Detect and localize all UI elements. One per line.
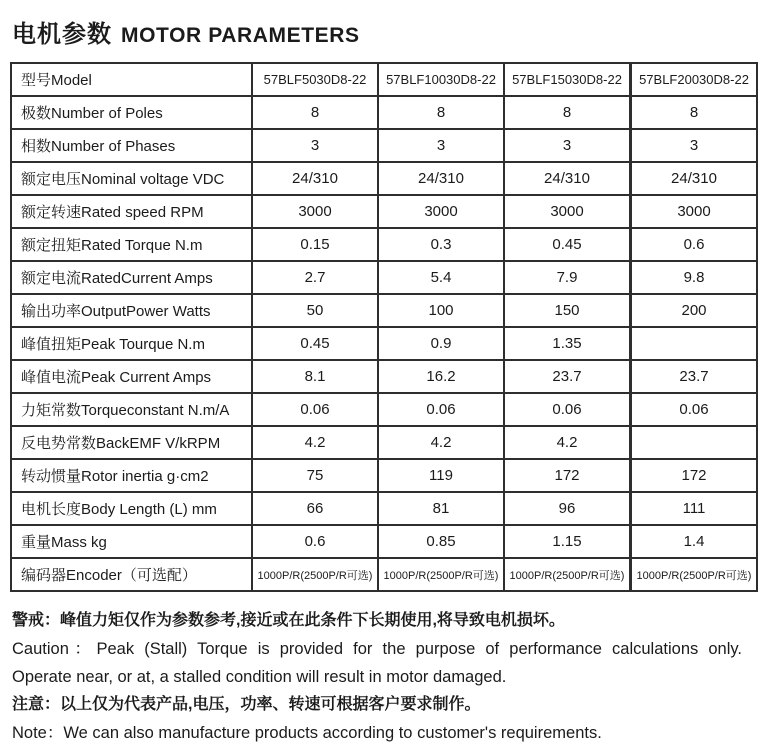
cell-value: 7.9	[504, 261, 631, 294]
row-label: 电机长度Body Length (L) mm	[11, 492, 252, 525]
row-label: 相数Number of Phases	[11, 129, 252, 162]
notes-section	[12, 607, 742, 747]
row-label: 额定扭矩Rated Torque N.m	[11, 228, 252, 261]
cell-value: 4.2	[252, 426, 378, 459]
cell-value: 57BLF10030D8-22	[378, 63, 504, 96]
cell-value: 200	[631, 294, 758, 327]
cell-value: 3000	[631, 195, 758, 228]
motor-parameters-table	[10, 62, 758, 592]
cell-value: 23.7	[504, 360, 631, 393]
cell-value	[631, 426, 758, 459]
cell-value: 5.4	[378, 261, 504, 294]
table-row	[11, 63, 757, 96]
row-label: 输出功率OutputPower Watts	[11, 294, 252, 327]
cell-value: 24/310	[378, 162, 504, 195]
table-row	[11, 228, 757, 261]
note-caution-chinese: 警戒：峰值力矩仅作为参数参考,接近或在此条件下长期使用,将导致电机损坏。	[12, 612, 565, 629]
row-label: 额定电压Nominal voltage VDC	[11, 162, 252, 195]
cell-value: 57BLF5030D8-22	[252, 63, 378, 96]
cell-value: 57BLF15030D8-22	[504, 63, 631, 96]
cell-value: 24/310	[252, 162, 378, 195]
cell-value: 0.3	[378, 228, 504, 261]
cell-value: 24/310	[504, 162, 631, 195]
page-title-chinese: 电机参数	[12, 21, 112, 48]
cell-value: 0.45	[252, 327, 378, 360]
cell-value: 1000P/R(2500P/R可选)	[252, 558, 378, 591]
cell-value: 111	[631, 492, 758, 525]
cell-value: 81	[378, 492, 504, 525]
cell-value: 0.6	[252, 525, 378, 558]
cell-value: 1000P/R(2500P/R可选)	[504, 558, 631, 591]
table-row	[11, 360, 757, 393]
cell-value: 50	[252, 294, 378, 327]
cell-value: 2.7	[252, 261, 378, 294]
cell-value: 3000	[378, 195, 504, 228]
cell-value: 1000P/R(2500P/R可选)	[378, 558, 504, 591]
table-row	[11, 162, 757, 195]
cell-value: 3	[378, 129, 504, 162]
cell-value: 172	[504, 459, 631, 492]
table-row	[11, 294, 757, 327]
row-label: 反电势常数BackEMF V/kRPM	[11, 426, 252, 459]
cell-value: 4.2	[378, 426, 504, 459]
table-row	[11, 393, 757, 426]
row-label: 额定转速Rated speed RPM	[11, 195, 252, 228]
cell-value: 8	[252, 96, 378, 129]
cell-value: 3000	[504, 195, 631, 228]
note-caution-english-line2: Operate near, or at, a stalled condition will result in motor damaged.	[12, 668, 507, 686]
row-label: 额定电流RatedCurrent Amps	[11, 261, 252, 294]
row-label: 力矩常数Torqueconstant N.m/A	[11, 393, 252, 426]
cell-value: 8	[378, 96, 504, 129]
cell-value: 0.15	[252, 228, 378, 261]
cell-value: 0.85	[378, 525, 504, 558]
table-row	[11, 327, 757, 360]
table-row	[11, 525, 757, 558]
cell-value: 4.2	[504, 426, 631, 459]
cell-value: 0.06	[378, 393, 504, 426]
cell-value: 1000P/R(2500P/R可选)	[631, 558, 758, 591]
row-label: 编码器Encoder（可选配）	[11, 558, 252, 591]
cell-value: 0.06	[504, 393, 631, 426]
table-row	[11, 261, 757, 294]
page-title-english: MOTOR PARAMETERS	[121, 24, 360, 47]
cell-value: 3	[631, 129, 758, 162]
row-label: 转动惯量Rotor inertia g·cm2	[11, 459, 252, 492]
cell-value: 100	[378, 294, 504, 327]
cell-value: 3000	[252, 195, 378, 228]
table-row	[11, 492, 757, 525]
note-notice-english: Note：We can also manufacture products according to customer's requirements.	[12, 724, 602, 742]
row-label: 峰值电流Peak Current Amps	[11, 360, 252, 393]
cell-value: 0.6	[631, 228, 758, 261]
cell-value: 1.15	[504, 525, 631, 558]
row-label: 型号Model	[11, 63, 252, 96]
note-caution-english-line1: Caution：Peak (Stall) Torque is provided for the purpose of performance calculations only.	[12, 640, 742, 658]
motor-table-body	[11, 63, 757, 591]
cell-value: 3	[504, 129, 631, 162]
table-row	[11, 96, 757, 129]
row-label: 峰值扭矩Peak Tourque N.m	[11, 327, 252, 360]
cell-value: 1.35	[504, 327, 631, 360]
table-row	[11, 129, 757, 162]
cell-value: 8	[631, 96, 758, 129]
cell-value: 57BLF20030D8-22	[631, 63, 758, 96]
cell-value: 8	[504, 96, 631, 129]
table-row	[11, 426, 757, 459]
cell-value: 8.1	[252, 360, 378, 393]
table-row	[11, 558, 757, 591]
cell-value: 96	[504, 492, 631, 525]
cell-value: 0.45	[504, 228, 631, 261]
cell-value: 150	[504, 294, 631, 327]
cell-value: 9.8	[631, 261, 758, 294]
cell-value: 0.06	[252, 393, 378, 426]
cell-value	[631, 327, 758, 360]
cell-value: 24/310	[631, 162, 758, 195]
cell-value: 119	[378, 459, 504, 492]
row-label: 极数Number of Poles	[11, 96, 252, 129]
cell-value: 0.06	[631, 393, 758, 426]
cell-value: 75	[252, 459, 378, 492]
cell-value: 66	[252, 492, 378, 525]
row-label: 重量Mass kg	[11, 525, 252, 558]
table-row	[11, 459, 757, 492]
cell-value: 23.7	[631, 360, 758, 393]
cell-value: 172	[631, 459, 758, 492]
page-title	[12, 14, 738, 49]
cell-value: 16.2	[378, 360, 504, 393]
cell-value: 3	[252, 129, 378, 162]
note-notice-chinese: 注意：以上仅为代表产品,电压，功率、转速可根据客户要求制作。	[12, 696, 481, 713]
cell-value: 1.4	[631, 525, 758, 558]
table-row	[11, 195, 757, 228]
cell-value: 0.9	[378, 327, 504, 360]
